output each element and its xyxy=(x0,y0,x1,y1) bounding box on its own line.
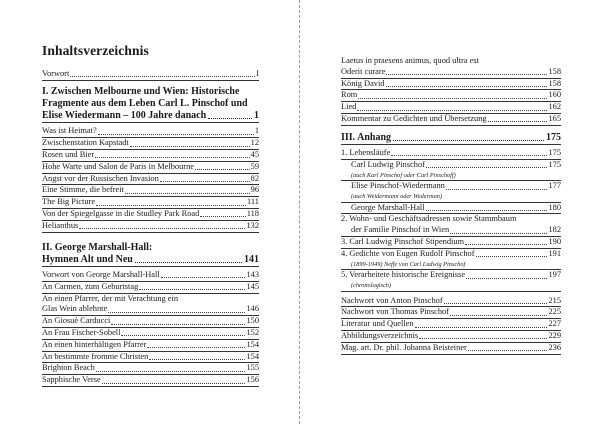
left-toc xyxy=(42,43,259,387)
toc-entry-text: Nachwort von Thomas Pinschof xyxy=(341,307,450,317)
toc-entry-page: 175 xyxy=(548,159,561,169)
section-heading-2-last[interactable] xyxy=(42,254,259,267)
toc-entry xyxy=(341,260,561,271)
toc-entry[interactable] xyxy=(42,221,259,233)
dot-leader xyxy=(208,118,252,119)
dot-leader xyxy=(450,233,547,234)
toc-entry-text: An Giosuè Carducci xyxy=(42,316,111,326)
toc-entry-page: 45 xyxy=(250,150,259,159)
section-page: 141 xyxy=(244,253,259,265)
toc-entry[interactable] xyxy=(341,160,561,171)
dot-leader xyxy=(121,335,245,336)
section-heading-line: Hymnen Alt und Neu xyxy=(42,253,133,265)
toc-entry-text: Elise Pinschof-Wiedermann xyxy=(351,181,445,191)
section-heading-line: I. Zwischen Melbourne und Wien: Historische xyxy=(42,85,240,97)
dot-leader xyxy=(386,86,548,87)
toc-entry-text: Nachwort von Anton Pinschof xyxy=(341,295,443,305)
toc-entry[interactable] xyxy=(341,67,561,79)
toc-entry[interactable] xyxy=(341,102,561,114)
dot-leader xyxy=(111,324,245,325)
toc-entry[interactable] xyxy=(42,375,259,387)
toc-entry-text: Abbildungsverzeichnis xyxy=(341,330,419,340)
toc-entry-text: (auch Weidermann oder Wederman) xyxy=(351,192,442,200)
toc-entry[interactable] xyxy=(341,148,561,160)
section-heading-1-last[interactable] xyxy=(42,110,259,123)
section-heading-line: Fragmente aus dem Leben Carl L. Pinschof und xyxy=(42,98,248,109)
toc-entry[interactable] xyxy=(341,270,561,281)
toc-entry[interactable] xyxy=(42,185,259,197)
toc-entry-text: Laetus in praesens animus, quod ultra est xyxy=(341,56,479,65)
spacer xyxy=(42,233,259,237)
toc-entry-page: 146 xyxy=(246,304,259,314)
toc-entry-text: George Marshall-Hall xyxy=(351,202,425,212)
toc-entry-text: (chronologisch) xyxy=(351,281,391,289)
toc-entry-text: Brighton Beach xyxy=(42,363,95,373)
toc-entry[interactable] xyxy=(341,296,561,308)
toc-entry[interactable] xyxy=(341,203,561,215)
dot-leader xyxy=(160,181,250,182)
toc-entry[interactable] xyxy=(42,304,259,316)
toc-entry-text: An Carmen, zum Geburtstag xyxy=(42,281,139,291)
dot-leader xyxy=(357,110,547,111)
toc-entry[interactable] xyxy=(341,237,561,249)
appendix-list xyxy=(341,148,561,292)
toc-entry-text: Glas Wein ablehnte xyxy=(42,304,108,314)
toc-entry-text: 4. Gedichte von Eugen Rudolf Pinschof xyxy=(341,248,475,258)
toc-entry-page: 12 xyxy=(250,138,259,148)
toc-entry[interactable] xyxy=(341,114,561,126)
toc-entry-page: 236 xyxy=(548,342,561,352)
toc-entry-text: Was ist Heimat? xyxy=(42,126,97,136)
dot-leader xyxy=(386,74,547,75)
toc-entry xyxy=(341,214,561,225)
toc-entry-page: 165 xyxy=(548,113,561,123)
dot-leader xyxy=(139,289,245,290)
toc-entry-page: 160 xyxy=(548,90,561,100)
toc-entry[interactable] xyxy=(42,126,259,138)
toc-entry[interactable] xyxy=(42,150,259,162)
right-page xyxy=(301,0,600,424)
dot-leader xyxy=(450,315,547,316)
toc-entry-page: 111 xyxy=(247,197,259,207)
toc-entry-page: 182 xyxy=(548,225,561,235)
toc-entry[interactable] xyxy=(341,307,561,319)
toc-entry-text: 5. Verarbeitete historische Ereignisse xyxy=(341,270,466,280)
section-heading-2[interactable] xyxy=(42,242,259,254)
toc-entry[interactable] xyxy=(42,340,259,352)
section-heading-line: III. Anhang xyxy=(341,131,392,143)
dot-leader xyxy=(195,169,250,170)
toc-entry-page: 155 xyxy=(246,363,259,373)
toc-entry[interactable] xyxy=(42,270,259,282)
toc-entry[interactable] xyxy=(42,209,259,221)
toc-entry-text: Literatur und Quellen xyxy=(341,319,414,329)
toc-entry-page: 152 xyxy=(246,327,259,337)
toc-entry[interactable] xyxy=(42,162,259,174)
toc-entry-page: 158 xyxy=(548,78,561,88)
dot-leader xyxy=(149,359,245,360)
dot-leader xyxy=(444,303,548,304)
toc-entry-text: Mag. art. Dr. phil. Johanna Beisteiner xyxy=(341,342,467,352)
section-heading-line: Elise Wiedermann – 100 Jahre danach xyxy=(42,110,207,122)
toc-entry-text: (auch Karl Pinschof oder Carl Pinschoff) xyxy=(351,171,456,179)
section-1-list xyxy=(42,126,259,232)
dot-leader xyxy=(426,210,548,211)
dot-leader xyxy=(468,350,548,351)
toc-entry[interactable] xyxy=(341,331,561,343)
section-2-list xyxy=(42,270,259,387)
toc-entry-page: 145 xyxy=(246,281,259,291)
toc-entry[interactable] xyxy=(42,363,259,375)
toc-entry-text: An einen hinterhältigen Pfarrer xyxy=(42,339,147,349)
dot-leader xyxy=(95,157,250,158)
toc-entry-page: 175 xyxy=(548,147,561,157)
dot-leader xyxy=(465,244,547,245)
toc-entry-text: Rom xyxy=(341,90,358,100)
right-toc xyxy=(341,56,561,355)
toc-entry[interactable] xyxy=(42,138,259,150)
section-page: 175 xyxy=(546,131,561,143)
toc-entry-text: Kommentar zu Gedichten und Übersetzung xyxy=(341,113,487,123)
toc-entry-page: 229 xyxy=(548,330,561,340)
toc-entry-text: Hohe Warte und Salon de Paris in Melbourne xyxy=(42,161,194,171)
dot-leader xyxy=(476,256,548,257)
toc-entry xyxy=(341,192,561,203)
toc-entry-page: 150 xyxy=(246,316,259,326)
dot-leader xyxy=(488,121,548,122)
toc-entry-page: 154 xyxy=(246,351,259,361)
toc-entry-page: 162 xyxy=(548,102,561,112)
dot-leader xyxy=(419,338,547,339)
toc-entry-page: 197 xyxy=(548,270,561,280)
section-heading-line: II. George Marshall-Hall: xyxy=(42,241,153,253)
toc-entry xyxy=(341,171,561,182)
toc-title: Inhaltsverzeichnis xyxy=(42,43,149,58)
toc-entry-page: 132 xyxy=(246,220,259,230)
toc-entry xyxy=(42,294,259,305)
toc-entry-page: 180 xyxy=(548,202,561,212)
left-page xyxy=(0,0,299,424)
toc-entry-text: Angst vor der Russischen Invasion xyxy=(42,173,159,183)
toc-entry-page: 225 xyxy=(548,307,561,317)
toc-entry-text: der Familie Pinschof in Wien xyxy=(351,225,450,235)
toc-entry-page: 143 xyxy=(246,269,259,279)
toc-entry[interactable] xyxy=(341,79,561,91)
toc-entry xyxy=(341,56,561,67)
toc-entry-text: Lied xyxy=(341,102,357,112)
toc-entry-vorwort[interactable] xyxy=(42,69,259,81)
dot-leader xyxy=(415,327,548,328)
dot-leader xyxy=(147,347,245,348)
toc-entry[interactable] xyxy=(42,282,259,294)
dot-leader xyxy=(393,140,544,141)
toc-entry[interactable] xyxy=(341,90,561,102)
toc-entry-page: 59 xyxy=(250,161,259,171)
toc-entry-page: 154 xyxy=(246,339,259,349)
dot-leader xyxy=(200,216,245,217)
right-top-list xyxy=(341,56,561,126)
toc-entry-page: 1 xyxy=(254,126,259,136)
dot-leader xyxy=(130,146,250,147)
toc-entry[interactable] xyxy=(341,343,561,355)
toc-entry[interactable] xyxy=(341,249,561,260)
toc-entry-text: König David xyxy=(341,78,385,88)
toc-entry[interactable] xyxy=(341,319,561,331)
toc-entry[interactable] xyxy=(42,316,259,328)
toc-entry-text: (1899-1949) Neffe von Carl Ludwig Pinschof xyxy=(351,260,466,268)
right-tail-list xyxy=(341,296,561,355)
toc-entry[interactable] xyxy=(341,181,561,192)
toc-entry[interactable] xyxy=(42,352,259,364)
section-heading-3[interactable] xyxy=(341,132,561,145)
section-heading-1[interactable] xyxy=(42,86,259,110)
toc-entry-text: Rosen und Bier xyxy=(42,150,95,159)
section-page: 1 xyxy=(254,110,259,122)
toc-entry[interactable] xyxy=(42,174,259,186)
toc-entry-text: Helianthus xyxy=(42,220,79,230)
toc-entry-text: An Frau Fischer-Sobell xyxy=(42,327,121,337)
toc-entry-text: An einen Pfarrer, der mit Verachtung ein xyxy=(42,293,179,303)
toc-entry-page: 227 xyxy=(548,319,561,329)
dot-leader xyxy=(96,205,246,206)
dot-leader xyxy=(446,189,548,190)
dot-leader xyxy=(108,312,245,313)
toc-entry[interactable] xyxy=(42,197,259,209)
toc-entry-page: 96 xyxy=(250,185,259,195)
toc-entry-text: Carl Ludwig Pinschof xyxy=(351,159,425,169)
toc-entry-text: Eine Stimme, die befreit xyxy=(42,185,124,195)
toc-entry-text: Vorwort von George Marshall-Hall xyxy=(42,269,160,279)
toc-entry-page: 118 xyxy=(246,208,259,218)
toc-entry-page: 156 xyxy=(246,375,259,385)
toc-entry[interactable] xyxy=(42,328,259,340)
toc-entry-text: 1. Lebensläufe xyxy=(341,147,391,157)
dot-leader xyxy=(135,262,242,263)
toc-entry-text: 2. Wohn- und Geschäftsadressen sowie Stammbaum xyxy=(341,214,517,224)
toc-entry-page: 177 xyxy=(548,181,561,191)
toc-entry-page: 191 xyxy=(548,248,561,258)
dot-leader xyxy=(466,278,547,279)
dot-leader xyxy=(102,383,246,384)
dot-leader xyxy=(161,277,246,278)
toc-entry-page: 158 xyxy=(548,66,561,76)
toc-entry-text: An bestimmte fromme Christen xyxy=(42,351,149,361)
page-gutter xyxy=(299,0,300,424)
toc-entry-text: Zwischenstation Kapstadt xyxy=(42,138,129,148)
dot-leader xyxy=(98,134,254,135)
dot-leader xyxy=(358,98,547,99)
toc-entry-text: 3. Carl Ludwig Pinschof Stipendium xyxy=(341,236,465,246)
dot-leader xyxy=(125,193,250,194)
toc-entry-text: Sapphische Verse xyxy=(42,375,101,385)
toc-entry-page: 215 xyxy=(548,295,561,305)
toc-entry-page: I xyxy=(256,69,259,78)
toc-entry-text: Von der Spiegelgasse in die Studley Park Road xyxy=(42,208,200,218)
toc-entry[interactable] xyxy=(341,225,561,237)
toc-entry-text: The Big Picture xyxy=(42,197,96,207)
toc-entry xyxy=(341,281,561,292)
toc-entry-text: Vorwort xyxy=(42,69,70,78)
dot-leader xyxy=(426,167,547,168)
toc-entry-page: 82 xyxy=(250,173,259,183)
dot-leader xyxy=(96,371,246,372)
toc-entry-page: 190 xyxy=(548,236,561,246)
dot-leader xyxy=(79,228,245,229)
dot-leader xyxy=(70,76,255,77)
toc-entry-text: Oderit curare xyxy=(341,66,386,76)
dot-leader xyxy=(391,155,547,156)
